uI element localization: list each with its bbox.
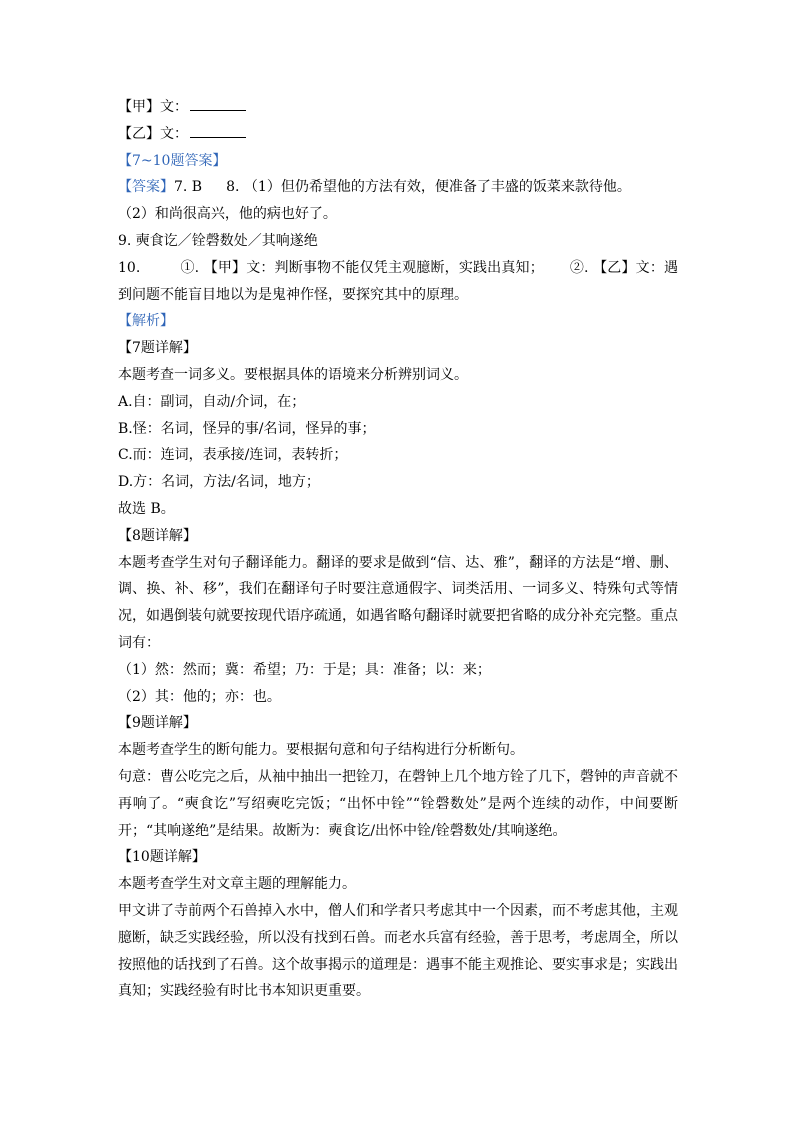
analysis-label: 【解析】 xyxy=(118,313,174,330)
answer-line-7-8 xyxy=(118,174,678,201)
q10-title: 【10题详解】 xyxy=(118,849,206,866)
blank-line-yi xyxy=(118,121,678,148)
q7-conclusion: 故选 B。 xyxy=(118,500,175,517)
q7-item-a: A.自：副词，自动/介词，在； xyxy=(118,393,306,410)
q7-intro: 本题考查一词多义。要根据具体的语境来分析辨别词义。 xyxy=(118,366,468,383)
q10-intro: 本题考查学生对文章主题的理解能力。 xyxy=(118,876,356,893)
answers-header: 【7~10题答案】 xyxy=(118,152,227,169)
q8-title: 【8题详解】 xyxy=(118,527,197,544)
q8-item-2: （2）其：他的；亦：也。 xyxy=(118,688,281,705)
q9-intro: 本题考查学生的断句能力。要根据句意和句子结构进行分析断句。 xyxy=(118,742,524,759)
answer-q10-b: ②. 【乙】文：遇到问题不能盲目地以为是鬼神作怪，要探究其中的原理。 xyxy=(118,259,678,303)
answer-blank-jia xyxy=(190,95,246,111)
document-content xyxy=(118,94,678,1005)
q7-item-b: B.怪：名词，怪异的事/名词，怪异的事； xyxy=(118,420,376,437)
answer-label: 【答案】 xyxy=(118,179,174,196)
q7-title: 【7题详解】 xyxy=(118,340,197,357)
answer-q10-number: 10. xyxy=(118,259,141,276)
blank-line-jia xyxy=(118,94,678,121)
q10-body: 甲文讲了寺前两个石兽掉入水中，僧人们和学者只考虑其中一个因素，而不考虑其他，主观臆断，缺乏实践经验，所以没有找到石兽。而老水兵富有经验，善于思考，考虑周全，所以按照他的话找到了石兽。这个故事揭示的道理是：遇事不能主观推论、要实事求是；实践出真知；实践经验有时比书本知识更重要。 xyxy=(118,902,678,1000)
q8-item-1: （1）然：然而；冀：希望；乃：于是；具：准备；以：来； xyxy=(118,661,491,678)
answer-q10 xyxy=(118,255,678,309)
blank-label-yi: 【乙】文： xyxy=(118,125,188,142)
q8-body: 本题考查学生对句子翻译能力。翻译的要求是做到“信、达、雅”，翻译的方法是“增、删、调、换、补、移”，我们在翻译句子时要注意通假字、词类活用、一词多义、特殊句式等情况，如遇倒装句就要按现代语序疏通，如遇省略句翻译时就要把省略的成分补充完整。重点词有： xyxy=(118,554,678,651)
answer-q10-a: ①. 【甲】文：判断事物不能仅凭主观臆断，实践出真知； xyxy=(180,259,544,276)
q7-item-d: D.方：名词，方法/名词，地方； xyxy=(118,474,320,491)
answer-q8-part2: （2）和尚很高兴，他的病也好了。 xyxy=(118,206,337,223)
answer-blank-yi xyxy=(190,122,246,138)
q9-body: 句意：曹公吃完之后，从袖中抽出一把铨刀，在磬钟上几个地方铨了几下，磬钟的声音就不再响了。“奭食讫”写绍奭吃完饭；“出怀中铨”“铨磬数处”是两个连续的动作，中间要断开；“其响遂绝”是结果。故断为：奭食讫/出怀中铨/铨磬数处/其响遂绝。 xyxy=(118,768,678,839)
blank-label-jia: 【甲】文： xyxy=(118,99,188,115)
answer-q8-part1: 8. （1）但仍希望他的方法有效，便准备了丰盛的饭菜来款待他。 xyxy=(226,179,631,196)
q7-item-c: C.而：连词，表承接/连词，表转折； xyxy=(118,447,348,464)
answer-q9: 9. 奭食讫／铨磬数处／其响遂绝 xyxy=(118,232,318,249)
answer-q7: 7. B xyxy=(174,179,203,196)
q9-title: 【9题详解】 xyxy=(118,715,197,732)
